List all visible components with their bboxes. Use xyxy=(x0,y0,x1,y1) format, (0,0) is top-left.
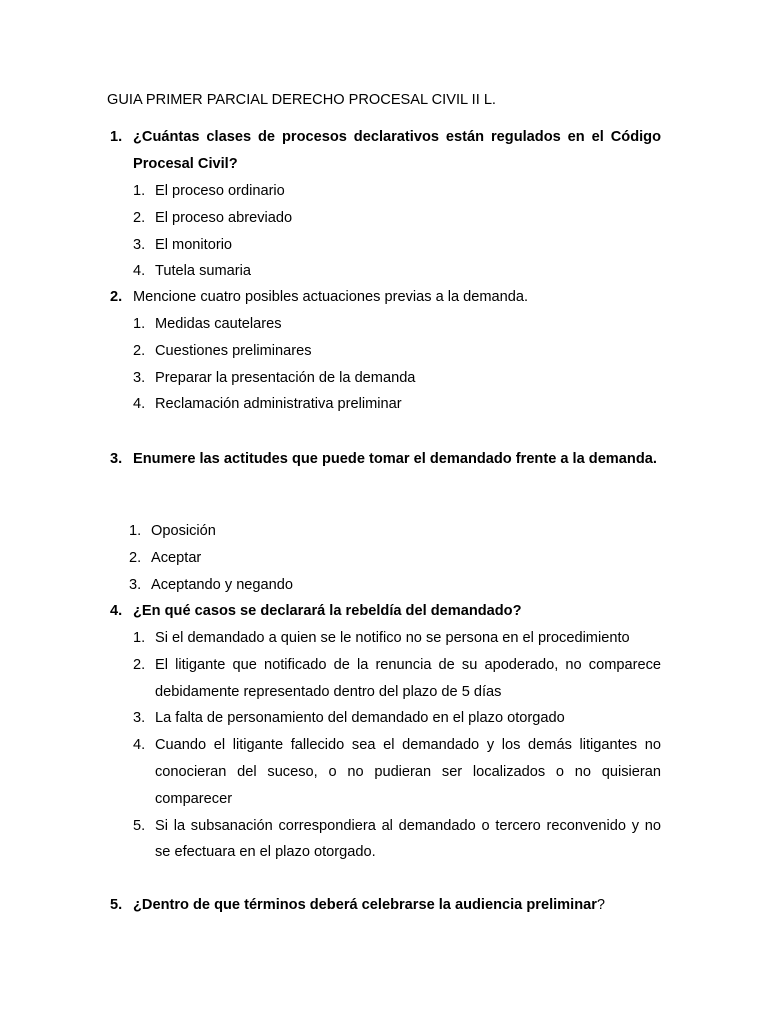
answer-list-1 xyxy=(133,178,661,285)
question-text: Mencione cuatro posibles actuaciones previas a la demanda. xyxy=(133,289,529,305)
list-item: 3. El monitorio xyxy=(133,236,233,253)
list-item: 4. Tutela sumaria xyxy=(133,263,251,280)
question-text: Enumere las actitudes que puede tomar el demandado frente a la demanda. xyxy=(133,451,657,467)
question-1 xyxy=(107,124,661,178)
question-3 xyxy=(107,446,661,473)
list-item: 5. Si la subsanación correspondiera al demandado o tercero reconvenido y no se efectuara en el plazo otorgado. xyxy=(133,817,661,861)
document-title: GUIA PRIMER PARCIAL DERECHO PROCESAL CIVIL II L. xyxy=(107,92,496,108)
question-text: ¿Cuántas clases de procesos declarativos están regulados en el Código Procesal Civil? xyxy=(133,129,661,172)
answer-list-4 xyxy=(133,625,661,866)
question-text: ¿En qué casos se declarará la rebeldía del demandado? xyxy=(133,603,522,619)
question-number: 4. xyxy=(110,603,123,619)
question-2 xyxy=(107,284,661,311)
question-4 xyxy=(107,598,661,625)
question-number: 5. xyxy=(110,897,123,913)
list-item: 3. La falta de personamiento del demandado en el plazo otorgado xyxy=(133,710,565,727)
question-number: 1. xyxy=(110,129,123,145)
list-item: 1. Oposición xyxy=(129,523,216,539)
question-text: ¿Dentro de que términos deberá celebrarse la audiencia preliminar? xyxy=(133,897,606,913)
list-item: 1. Si el demandado a quien se le notifico no se persona en el procedimiento xyxy=(133,630,630,646)
list-item: 2. Cuestiones preliminares xyxy=(133,342,312,359)
list-item: 3. Aceptando y negando xyxy=(129,576,294,593)
list-item: 1. Medidas cautelares xyxy=(133,316,282,332)
list-item: 4. Cuando el litigante fallecido sea el demandado y los demás litigantes no conocieran del suceso, o no pudieran ser localizados o no quisieran comparecer xyxy=(133,737,661,807)
list-item: 1. El proceso ordinario xyxy=(133,183,285,199)
list-item: 2. El proceso abreviado xyxy=(133,209,293,226)
list-item: 4. Reclamación administrativa preliminar xyxy=(133,396,402,413)
list-item: 3. Preparar la presentación de la demanda xyxy=(133,369,416,386)
answer-list-3 xyxy=(129,518,661,598)
answer-list-2 xyxy=(133,311,661,418)
list-item: 2. Aceptar xyxy=(129,549,202,566)
question-number: 3. xyxy=(110,451,123,467)
question-number: 2. xyxy=(110,289,123,305)
list-item: 2. El litigante que notificado de la renuncia de su apoderado, no comparece debidamente representado dentro del plazo de 5 días xyxy=(133,656,661,700)
question-5 xyxy=(107,892,661,919)
